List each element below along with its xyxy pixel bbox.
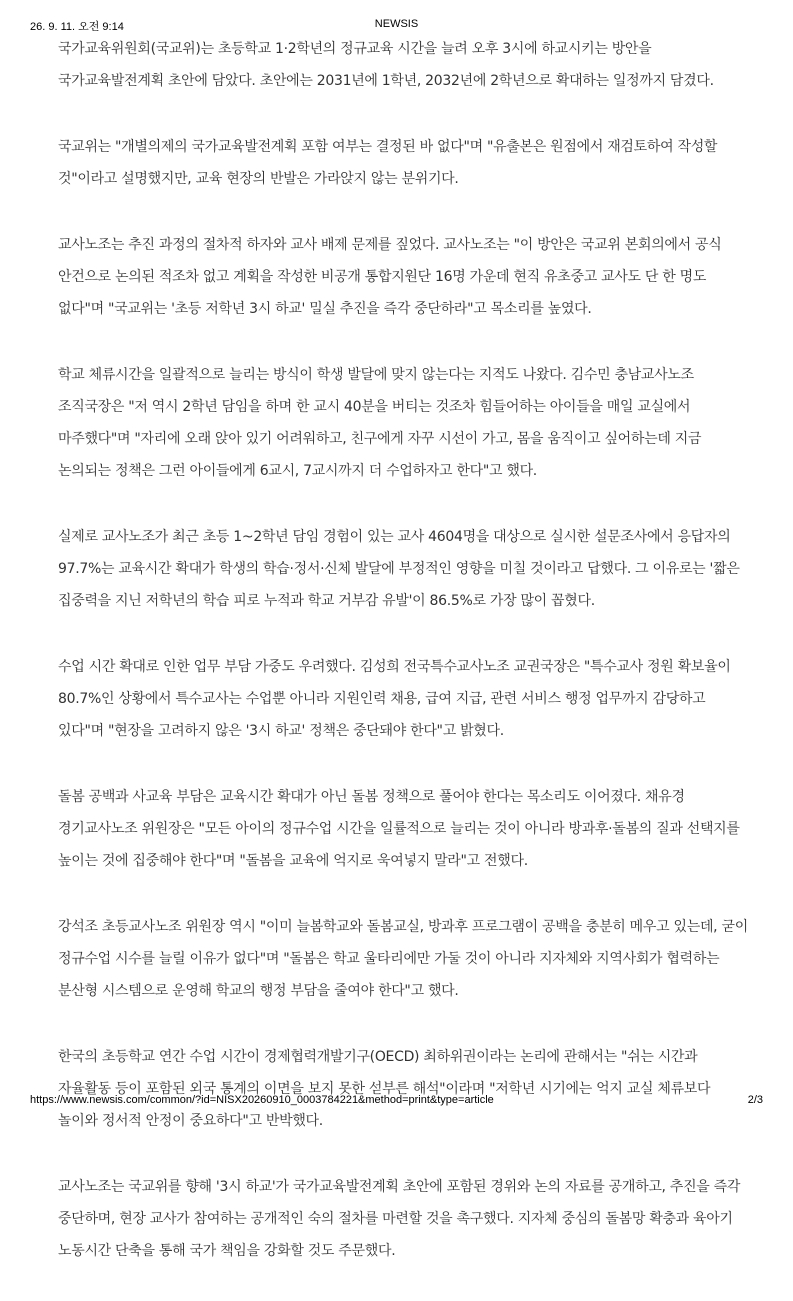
article-paragraph: 수업 시간 확대로 인한 업무 부담 가중도 우려했다. 김성희 전국특수교사노조 교권국장은 "특수교사 정원 확보율이 80.7%인 상황에서 특수교사는 수업뿐 아니라 지원인력 채용, 급여 지급, 관련 서비스 행정 업무까지 감당하고 있다"며 "현장을 고려하지 않은 '3시 하교' 정책은 중단돼야 한다"고 밝혔다. — [58, 659, 731, 739]
article-paragraph: 교사노조는 추진 과정의 절차적 하자와 교사 배제 문제를 짚었다. 교사노조는 "이 방안은 국교위 본회의에서 공식 안건으로 논의된 적조차 없고 계획을 작성한 비공개 통합지원단 16명 가운데 현직 유초중고 교사도 단 한 명도 없다"며 "국교위는 '초등 저학년 3시 하교' 밀실 추진을 즉각 중단하라"고 목소리를 높였다. — [58, 237, 722, 317]
article-body — [58, 33, 748, 1301]
article-paragraph: 한국의 초등학교 연간 수업 시간이 경제협력개발기구(OECD) 최하위권이라는 논리에 관해서는 "쉬는 시간과 자율활동 등이 포함된 외국 통계의 이면을 보지 못한 섣부른 해석"이라며 "저학년 시기에는 억지 교실 체류보다 놀이와 정서적 안정이 중요하다"고 반박했다. — [58, 1049, 711, 1129]
article-paragraph: 국가교육위원회(국교위)는 초등학교 1·2학년의 정규교육 시간을 늘려 오후 3시에 하교시키는 방안을 국가교육발전계획 초안에 담았다. 초안에는 2031년에 1학년, 2032년에 2학년으로 확대하는 일정까지 담겼다. — [58, 41, 714, 89]
page-number: 2/3 — [747, 1094, 763, 1106]
article-paragraph: 강석조 초등교사노조 위원장 역시 "이미 늘봄학교와 돌봄교실, 방과후 프로그램이 공백을 충분히 메우고 있는데, 굳이 정규수업 시수를 늘릴 이유가 없다"며 "돌봄은 학교 울타리에만 가둘 것이 아니라 지자체와 지역사회가 협력하는 분산형 시스템으로 운영해 학교의 행정 부담을 줄여야 한다"고 했다. — [58, 919, 748, 999]
article-paragraph: 돌봄 공백과 사교육 부담은 교육시간 확대가 아닌 돌봄 정책으로 풀어야 한다는 목소리도 이어졌다. 채유경 경기교사노조 위원장은 "모든 아이의 정규수업 시간을 일률적으로 늘리는 것이 아니라 방과후·돌봄의 질과 선택지를 높이는 것에 집중해야 한다"며 "돌봄을 교육에 억지로 욱여넣지 말라"고 전했다. — [58, 789, 740, 869]
article-paragraph: 학교 체류시간을 일괄적으로 늘리는 방식이 학생 발달에 맞지 않는다는 지적도 나왔다. 김수민 충남교사노조 조직국장은 "저 역시 2학년 담임을 하며 한 교시 40분을 버티는 것조차 힘들어하는 아이들을 매일 교실에서 마주했다"며 "자리에 오래 앉아 있기 어려워하고, 친구에게 자꾸 시선이 가고, 몸을 움직이고 싶어하는데 지금 논의되는 정책은 그런 아이들에게 6교시, 7교시까지 더 수업하자고 한다"고 했다. — [58, 367, 702, 479]
print-date: 26. 9. 11. 오전 9:14 — [30, 21, 124, 33]
print-header — [30, 18, 763, 34]
article-paragraph: 국교위는 "개별의제의 국가교육발전계획 포함 여부는 결정된 바 없다"며 "유출본은 원점에서 재검토하여 작성할 것"이라고 설명했지만, 교육 현장의 반발은 가라앉지 않는 분위기다. — [58, 139, 718, 187]
print-footer — [30, 1094, 763, 1110]
article-url: https://www.newsis.com/common/?id=NISX20260910_0003784221&method=print&type=article — [30, 1094, 494, 1106]
site-name: NEWSIS — [374, 18, 419, 30]
article-paragraph: 교사노조는 국교위를 향해 '3시 하교'가 국가교육발전계획 초안에 포함된 경위와 논의 자료를 공개하고, 추진을 즉각 중단하며, 현장 교사가 참여하는 공개적인 숙의 절차를 마련할 것을 촉구했다. 지자체 중심의 돌봄망 확충과 육아기 노동시간 단축을 통해 국가 책임을 강화할 것도 주문했다. — [58, 1179, 741, 1259]
article-paragraph: 실제로 교사노조가 최근 초등 1~2학년 담임 경험이 있는 교사 4604명을 대상으로 실시한 설문조사에서 응답자의 97.7%는 교육시간 확대가 학생의 학습·정서·신체 발달에 부정적인 영향을 미칠 것이라고 답했다. 그 이유로는 '짧은 집중력을 지닌 저학년의 학습 피로 누적과 학교 거부감 유발'이 86.5%로 가장 많이 꼽혔다. — [58, 529, 740, 609]
